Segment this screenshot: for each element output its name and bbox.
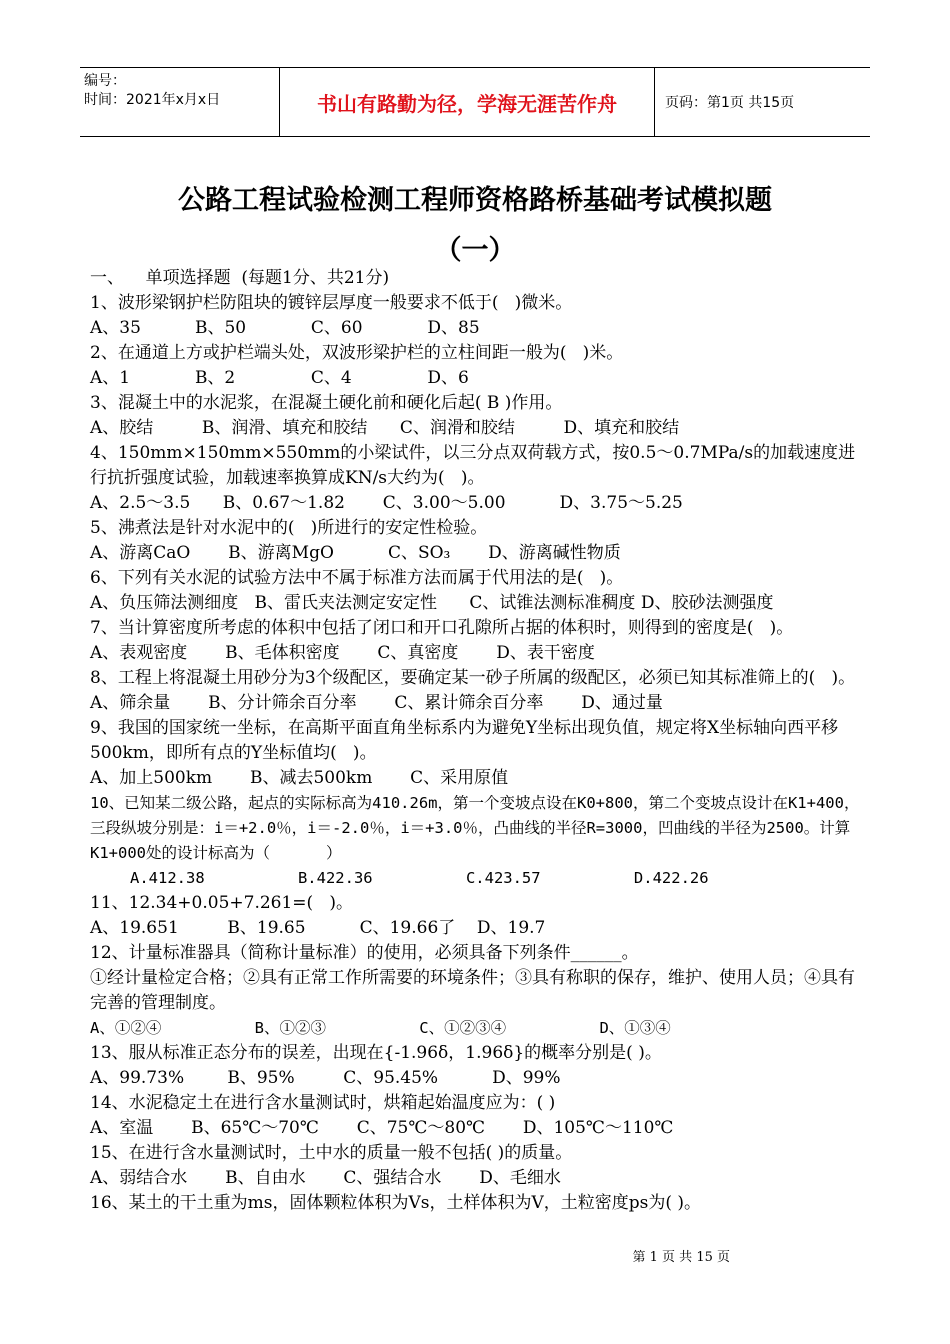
options-9: A、加上500km B、减去500km C、采用原值 — [90, 768, 509, 788]
question-16: 16、某土的干土重为ms，固体颗粒体积为Vs，土样体积为V，土粒密度ps为( )。 — [90, 1193, 702, 1213]
question-1: 1、波形梁钢护栏防阻块的镀锌层厚度一般要求不低于( )微米。 — [90, 293, 573, 313]
question-12: 12、计量标准器具（简称计量标准）的使用，必须具备下列条件______。 — [90, 943, 639, 963]
document-header — [80, 67, 870, 137]
number-label: 编号： — [84, 73, 126, 89]
question-11: 11、12.34+0.05+7.261=( )。 — [90, 893, 354, 913]
question-3: 3、混凝土中的水泥浆，在混凝土硬化前和硬化后起( B )作用。 — [90, 393, 563, 413]
page-info: 页码：第1页 共15页 — [665, 95, 795, 111]
options-13: A、99.73% B、95% C、95.45% D、99% — [90, 1068, 561, 1088]
page-subtitle: （一） — [434, 235, 516, 266]
date-label: 时间：2021年x月x日 — [84, 92, 221, 108]
question-13: 13、服从标准正态分布的误差，出现在{-1.96δ，1.96δ}的概率分别是( )。 — [90, 1043, 662, 1063]
question-5: 5、沸煮法是针对水泥中的( )所进行的安定性检验。 — [90, 518, 488, 538]
question-6: 6、下列有关水泥的试验方法中不属于标准方法而属于代用法的是( )。 — [90, 568, 624, 588]
question-15: 15、在进行含水量测试时，土中水的质量一般不包括( )的质量。 — [90, 1143, 573, 1163]
question-4: 4、150mm×150mm×550mm的小梁试件，以三分点双荷载方式，按0.5～0.7MPa/s的加载速度进行抗折强度试验，加载速率换算成KN/s大约为( )。 — [90, 443, 856, 488]
question-2: 2、在通道上方或护栏端头处，双波形梁护栏的立柱间距一般为( )米。 — [90, 343, 624, 363]
options-1: A、35 B、50 C、60 D、85 — [90, 318, 480, 338]
question-7: 7、当计算密度所考虑的体积中包括了闭口和开口孔隙所占据的体积时，则得到的密度是( )。 — [90, 618, 794, 638]
page-footer: 第 1 页 共 15 页 — [632, 1250, 730, 1265]
page-title: 公路工程试验检测工程师资格路桥基础考试模拟题 — [178, 185, 772, 216]
question-body — [90, 266, 865, 1216]
options-7: A、表观密度 B、毛体积密度 C、真密度 D、表干密度 — [90, 643, 595, 663]
options-6: A、负压筛法测细度 B、雷氏夹法测定安定性 C、试锥法测标准稠度 D、胶砂法测强度 — [90, 593, 774, 613]
options-12: A、①②④ B、①②③ C、①②③④ D、①③④ — [90, 1019, 671, 1037]
question-12-conditions: ①经计量检定合格；②具有正常工作所需要的环境条件；③具有称职的保存，维护、使用人员；④具有完善的管理制度。 — [90, 968, 855, 1013]
question-14: 14、水泥稳定土在进行含水量测试时，烘箱起始温度应为：( ) — [90, 1093, 556, 1113]
options-5: A、游离CaO B、游离MgO C、SO₃ D、游离碱性物质 — [90, 543, 621, 563]
options-4: A、2.5～3.5 B、0.67～1.82 C、3.00～5.00 D、3.75～5.25 — [90, 493, 683, 513]
question-9: 9、我国的国家统一坐标，在高斯平面直角坐标系内为避免Y坐标出现负值，规定将X坐标轴向西平移500km，即所有点的Y坐标值均( )。 — [90, 718, 839, 763]
question-8: 8、工程上将混凝土用砂分为3个级配区，要确定某一砂子所属的级配区，必须已知其标准筛上的( )。 — [90, 668, 856, 688]
options-2: A、1 B、2 C、4 D、6 — [90, 368, 469, 388]
options-3: A、胶结 B、润滑、填充和胶结 C、润滑和胶结 D、填充和胶结 — [90, 418, 680, 438]
options-10: A.412.38 B.422.36 C.423.57 D.422.26 — [130, 869, 709, 887]
options-14: A、室温 B、65℃～70℃ C、75℃～80℃ D、105℃～110℃ — [90, 1118, 674, 1138]
options-15: A、弱结合水 B、自由水 C、强结合水 D、毛细水 — [90, 1168, 561, 1188]
options-8: A、筛余量 B、分计筛余百分率 C、累计筛余百分率 D、通过量 — [90, 693, 663, 713]
options-11: A、19.651 B、19.65 C、19.66了 D、19.7 — [90, 918, 546, 938]
header-left-cell — [80, 68, 280, 136]
section-heading: 一、 单项选择题 (每题1分、共21分) — [90, 268, 390, 288]
motto: 书山有路勤为径，学海无涯苦作舟 — [280, 68, 655, 136]
question-10: 10、已知某二级公路，起点的实际标高为410.26m，第一个变坡点设在K0+800，第二个变坡点设计在K1+400，三段纵坡分别是：i＝+2.0％，i＝-2.0％，i＝+3.0％，凸曲线的半径R=3000，凹曲线的半径为2500。计算K1+000处的设计标高为（ ） — [90, 794, 860, 862]
